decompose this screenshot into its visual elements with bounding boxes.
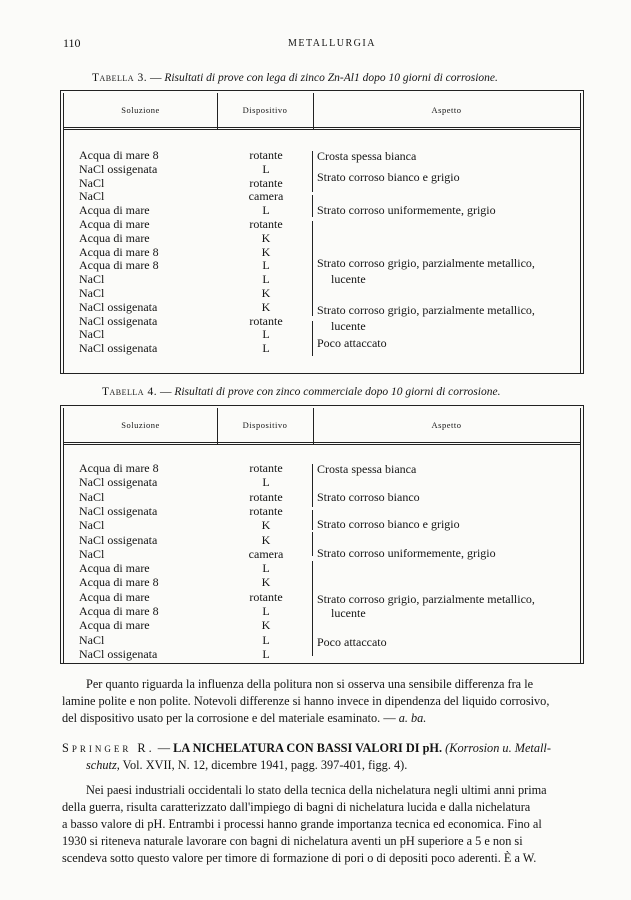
table3-cell-device: camera	[248, 189, 284, 204]
table4-cell-device: K	[261, 532, 271, 547]
citation-title: LA NICHELATURA CON BASSI VALORI DI pH.	[173, 741, 443, 755]
table3-label: Tabella 3.	[92, 72, 148, 84]
table3-cell-solution: NaCl	[79, 327, 105, 342]
table3-brace	[312, 195, 313, 217]
table3-separator	[312, 151, 313, 153]
table4-separator	[217, 408, 218, 444]
table4-cell-solution: Acqua di mare 8	[79, 461, 159, 475]
table4-cell-device: rotante	[249, 489, 283, 504]
table3-cell-device: L	[262, 161, 270, 176]
table4-cell-aspect: Crosta spessa bianca	[317, 462, 417, 476]
table3-cell-solution: NaCl	[79, 272, 105, 287]
table4-cell-device: L	[262, 561, 270, 576]
table4-label: Tabella 4.	[102, 386, 158, 398]
citation-line	[86, 758, 407, 773]
table4-header-rule	[64, 444, 580, 445]
table3-dash: —	[149, 72, 162, 84]
table3-cell-device: rotante	[249, 313, 283, 328]
table4	[60, 405, 584, 664]
table4-cell-device: K	[261, 575, 271, 590]
table3-title: Risultati di prove con lega di zinco Zn-Al1 dopo 10 giorni di corrosione.	[164, 72, 498, 84]
table3-cell-solution: Acqua di mare	[79, 203, 150, 218]
table4-cell-device: L	[262, 604, 270, 618]
table4-brace	[312, 510, 313, 530]
table3-cell-aspect: lucente	[331, 319, 366, 333]
table3	[60, 90, 584, 374]
table4-cell-device: L	[262, 646, 270, 661]
table4-cell-solution: NaCl	[79, 632, 105, 647]
table3-cell-device: rotante	[249, 217, 283, 231]
table4-cell-device: rotante	[249, 461, 283, 475]
table4-cell-aspect: lucente	[331, 606, 366, 620]
table3-cell-device: K	[261, 299, 271, 314]
table3-brace	[312, 168, 313, 192]
table3-cell-aspect: Crosta spessa bianca	[317, 149, 417, 163]
para2-line: della guerra, risulta caratterizzato dall'impiego di bagni di nichelatura lucida e dalla nichelatura	[62, 800, 531, 814]
table3-col-device: Dispositivo	[217, 93, 313, 128]
table3-caption	[92, 72, 498, 84]
para1-line	[62, 711, 426, 726]
table4-cell-aspect: Strato corroso bianco	[317, 490, 420, 504]
table4-cell-solution: NaCl ossigenata	[79, 646, 158, 661]
para2-line: a basso valore di pH. Entrambi i processi hanno grande importanza tecnica ed economica. Fino al	[62, 817, 542, 831]
table4-cell-solution: Acqua di mare 8	[79, 604, 159, 618]
table4-cell-device: K	[261, 518, 271, 533]
table3-brace	[312, 336, 313, 356]
table4-cell-solution: NaCl	[79, 489, 105, 504]
para1-text: del dispositivo usato per la corrosione e del materiale esaminato. —	[62, 711, 399, 725]
table3-cell-device: L	[262, 341, 270, 356]
table4-cell-device: K	[261, 618, 271, 633]
table3-cell-device: rotante	[249, 175, 283, 190]
table3-cell-solution: Acqua di mare	[79, 217, 150, 231]
table4-cell-solution: NaCl	[79, 518, 105, 533]
table4-caption	[102, 386, 500, 398]
table3-cell-device: K	[261, 230, 271, 245]
table3-cell-aspect: Strato corroso uniformemente, grigio	[317, 203, 496, 217]
table3-cell-solution: NaCl ossigenata	[79, 313, 158, 328]
table3-cell-solution: NaCl ossigenata	[79, 341, 158, 356]
table4-col-solution: Soluzione	[64, 408, 217, 443]
table3-cell-device: L	[262, 258, 270, 273]
table3-header-rule	[64, 129, 580, 130]
table4-cell-solution: Acqua di mare 8	[79, 575, 159, 590]
table3-cell-solution: Acqua di mare 8	[79, 148, 159, 162]
table4-separator	[313, 408, 314, 444]
table3-cell-solution: NaCl	[79, 189, 105, 204]
table3-brace	[312, 221, 313, 316]
table4-col-device: Dispositivo	[217, 408, 313, 443]
para2-line: scendeva sotto questo valore per timore di formazione di pori o di depositi poco aderenti. È a W.	[62, 851, 537, 865]
table3-cell-solution: Acqua di mare 8	[79, 258, 159, 273]
citation-dash: —	[154, 741, 174, 755]
table4-cell-device: rotante	[249, 503, 283, 518]
table4-cell-solution: NaCl	[79, 546, 105, 561]
table3-cell-device: rotante	[249, 148, 283, 162]
table3-col-solution: Soluzione	[64, 93, 217, 128]
table3-cell-device: L	[262, 327, 270, 342]
table4-cell-solution: NaCl ossigenata	[79, 503, 158, 518]
table4-cell-solution: Acqua di mare	[79, 561, 150, 576]
para2-line: 1930 si riteneva naturale lavorare con bagni di nichelatura aventi un pH superiore a 5 e non si	[62, 834, 523, 848]
table4-cell-device: camera	[248, 546, 284, 561]
table3-cell-aspect: Strato corroso bianco e grigio	[317, 170, 460, 184]
table3-cell-device: K	[261, 286, 271, 300]
table3-cell-aspect: lucente	[331, 272, 366, 286]
table3-cell-device: K	[261, 244, 271, 259]
table3-cell-aspect: Strato corroso grigio, parzialmente metallico,	[317, 303, 535, 317]
table4-cell-aspect: Strato corroso grigio, parzialmente metallico,	[317, 592, 535, 606]
table3-cell-solution: NaCl	[79, 175, 105, 190]
table3-cell-solution: NaCl ossigenata	[79, 161, 158, 176]
table4-cell-solution: NaCl ossigenata	[79, 532, 158, 547]
table4-brace	[312, 628, 313, 656]
table3-cell-device: L	[262, 203, 270, 218]
table4-cell-device: rotante	[249, 589, 283, 604]
table4-col-aspect: Aspetto	[313, 408, 580, 443]
page-number: 110	[63, 36, 81, 50]
table4-cell-device: L	[262, 475, 270, 490]
table3-cell-aspect: Strato corroso grigio, parzialmente metallico,	[317, 256, 535, 270]
table4-cell-device: L	[262, 632, 270, 647]
table3-separator	[313, 93, 314, 129]
citation-rest: Vol. XVII, N. 12, dicembre 1941, pagg. 397-401, figg. 4).	[119, 758, 408, 772]
table4-cell-aspect: Poco attaccato	[317, 635, 387, 649]
table4-brace	[312, 484, 313, 507]
para2-line: Nei paesi industriali occidentali lo stato della tecnica della nichelatura negli ultimi anni prima	[86, 783, 547, 797]
table4-cell-solution: Acqua di mare	[79, 589, 150, 604]
table3-cell-aspect: Poco attaccato	[317, 336, 387, 350]
citation-line	[62, 741, 551, 756]
table3-col-aspect: Aspetto	[313, 93, 580, 128]
table3-cell-solution: Acqua di mare 8	[79, 244, 159, 259]
table4-cell-solution: NaCl ossigenata	[79, 475, 158, 490]
para1-line: Per quanto riguarda la influenza della politura non si osserva una sensibile differenza fra le	[86, 677, 534, 691]
table4-separator	[312, 466, 313, 468]
table4-title: Risultati di prove con zinco commerciale dopo 10 giorni di corrosione.	[174, 386, 501, 398]
table3-cell-solution: NaCl ossigenata	[79, 299, 158, 314]
citation-author: Springer R.	[62, 741, 155, 755]
table3-separator	[217, 93, 218, 129]
table3-cell-device: L	[262, 272, 270, 287]
table4-cell-aspect: Strato corroso bianco e grigio	[317, 517, 460, 531]
para1-line: lamine polite e non polite. Notevoli differenze si hanno invece in dipendenza del liquido corrosivo,	[62, 694, 550, 708]
table3-cell-solution: NaCl	[79, 286, 105, 300]
table3-brace	[312, 321, 313, 336]
para1-signature: a. ba.	[398, 711, 427, 725]
table4-cell-aspect: Strato corroso uniformemente, grigio	[317, 546, 496, 560]
table4-brace	[312, 532, 313, 556]
running-head: METALLURGIA	[288, 38, 376, 49]
table4-cell-solution: Acqua di mare	[79, 618, 150, 633]
table4-dash: —	[159, 386, 172, 398]
table3-cell-solution: Acqua di mare	[79, 230, 150, 245]
citation-journal: (Korrosion u. Metall-	[445, 741, 551, 755]
citation-journal-2: schutz,	[86, 758, 120, 772]
